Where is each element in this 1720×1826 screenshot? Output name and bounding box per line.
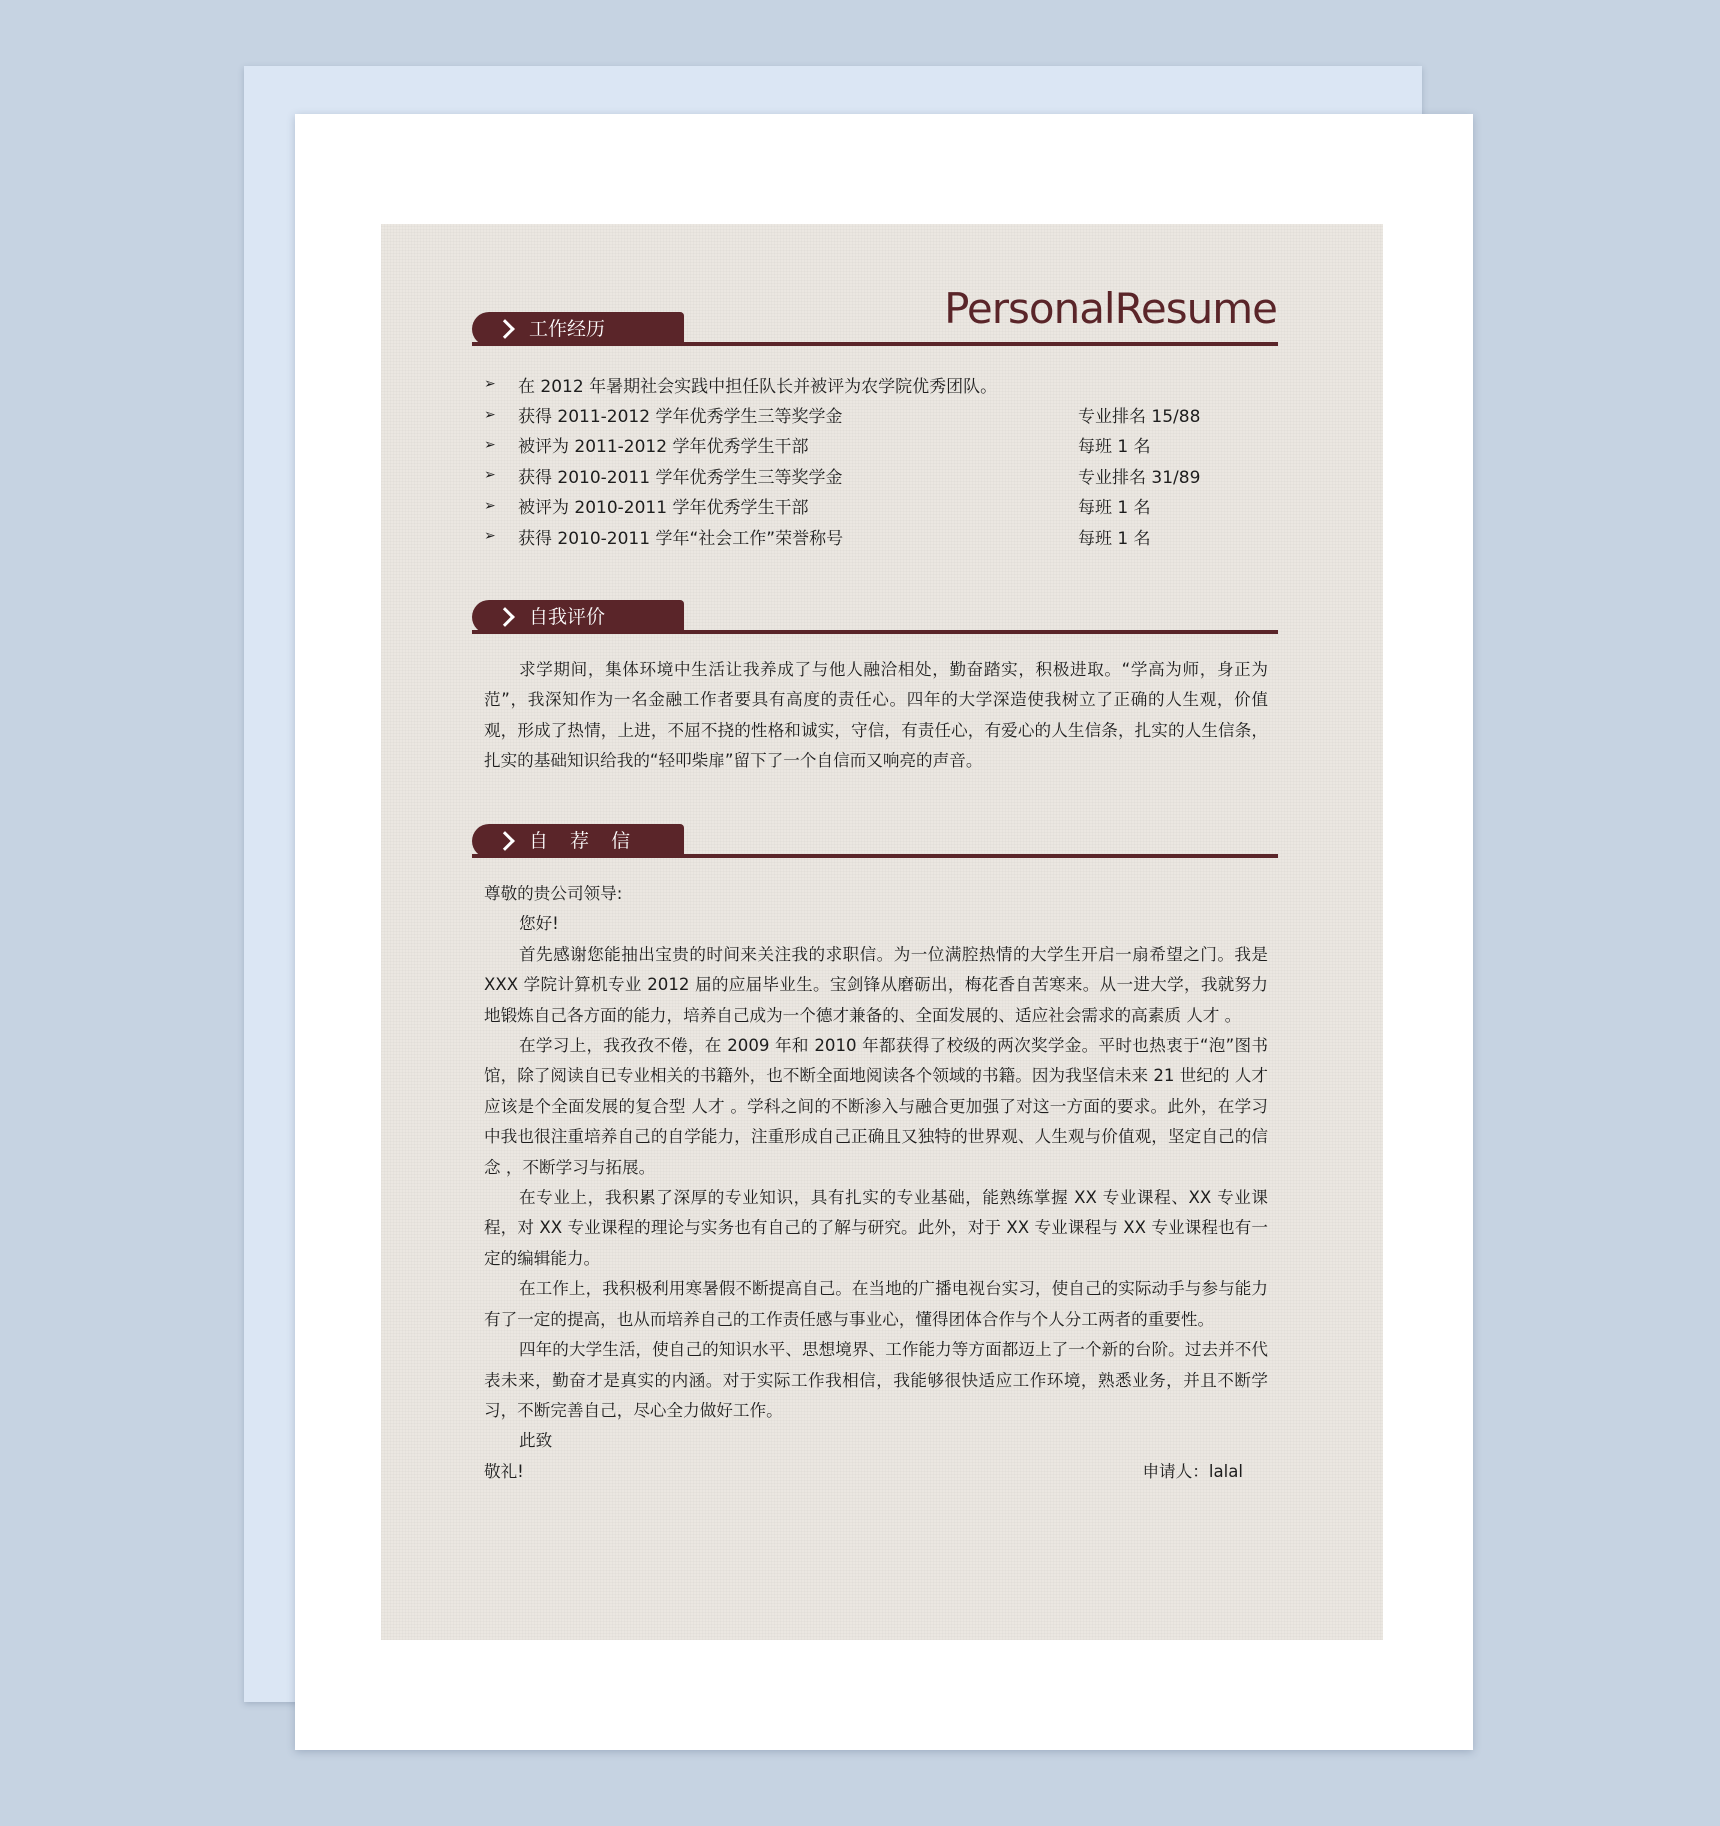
list-item-note: 每班 1 名 bbox=[1078, 437, 1151, 458]
closing-row bbox=[484, 1457, 1268, 1487]
arrow-bullet-icon: ➢ bbox=[484, 376, 496, 393]
brand-title: PersonalResume bbox=[944, 284, 1277, 333]
list-item bbox=[484, 430, 1264, 460]
list-item-note: 专业排名 15/88 bbox=[1078, 407, 1201, 428]
letter-paragraph: 在学习上，我孜孜不倦，在 2009 年和 2010 年都获得了校级的两次奖学金。平时也热衷于“泡”图书馆，除了阅读自已专业相关的书籍外，也不断全面地阅读各个领域的书籍。因为我坚信未来 21 世纪的 人才 应该是个全面发展的复合型 人才 。学科之间的不断渗入与融合更加强了对这一方面的要求。此外，在学习中我也很注重培养自己的自学能力，注重形成自己正确且又独特的世界观、人生观与价值观，坚定自己的信念 ，不断学习与拓展。 bbox=[484, 1036, 1268, 1177]
chevron-right-icon bbox=[495, 831, 515, 851]
self-eval-body bbox=[484, 655, 1268, 777]
section-title: 自我评价 bbox=[529, 605, 606, 628]
work-list bbox=[484, 369, 1264, 551]
list-item bbox=[484, 399, 1264, 429]
list-item-text: 获得 2011-2012 学年优秀学生三等奖学金 bbox=[518, 407, 843, 428]
list-item-text: 在 2012 年暑期社会实践中担任队长并被评为农学院优秀团队。 bbox=[518, 376, 998, 397]
arrow-bullet-icon: ➢ bbox=[484, 406, 496, 423]
chevron-right-icon bbox=[495, 607, 515, 627]
section-title: 自 荐 信 bbox=[529, 829, 639, 852]
list-item-note: 专业排名 31/89 bbox=[1078, 467, 1201, 488]
letter-paragraph: 四年的大学生活，使自己的知识水平、思想境界、工作能力等方面都迈上了一个新的台阶。过去并不代表未来，勤奋才是真实的内涵。对于实际工作我相信，我能够很快适应工作环境，熟悉业务，并且不断学习，不断完善自己，尽心全力做好工作。 bbox=[484, 1340, 1268, 1420]
section-tab bbox=[472, 312, 684, 346]
list-item-text: 获得 2010-2011 学年“社会工作”荣誉称号 bbox=[518, 528, 844, 549]
list-item-note: 每班 1 名 bbox=[1078, 498, 1151, 519]
self-eval-paragraph: 求学期间，集体环境中生活让我养成了与他人融洽相处，勤奋踏实，积极进取。“学高为师，身正为范”，我深知作为一名金融工作者要具有高度的责任心。四年的大学深造使我树立了正确的人生观，价值观，形成了热情，上进，不屈不挠的性格和诚实，守信，有责任心，有爱心的人生信条，扎实的人生信条，扎实的基础知识给我的“轻叩柴扉”留下了一个自信而又响亮的声音。 bbox=[484, 660, 1268, 771]
resume-page bbox=[381, 224, 1383, 1640]
list-item-text: 被评为 2010-2011 学年优秀学生干部 bbox=[518, 498, 809, 519]
section-header-self-eval bbox=[472, 600, 1278, 634]
arrow-bullet-icon: ➢ bbox=[484, 467, 496, 484]
chevron-right-icon bbox=[495, 319, 515, 339]
letter-paragraph: 在工作上，我积极利用寒暑假不断提高自己。在当地的广播电视台实习，使自己的实际动手与参与能力有了一定的提高，也从而培养自己的工作责任感与事业心，懂得团体合作与个人分工两者的重要性。 bbox=[484, 1279, 1268, 1329]
section-header-cover-letter bbox=[472, 824, 1278, 858]
section-header-work bbox=[472, 312, 1278, 346]
cover-letter-body bbox=[484, 879, 1268, 1487]
list-item bbox=[484, 369, 1264, 399]
salutation: 尊敬的贵公司领导: bbox=[484, 884, 623, 903]
letter-paragraph: 首先感谢您能抽出宝贵的时间来关注我的求职信。为一位满腔热情的大学生开启一扇希望之门。我是 XXX 学院计算机专业 2012 届的应届毕业生。宝剑锋从磨砺出，梅花香自苦寒来。从一进大学，我就努力地锻炼自己各方面的能力，培养自己成为一个德才兼备的、全面发展的、适应社会需求的高素质 人才 。 bbox=[484, 944, 1268, 1025]
arrow-bullet-icon: ➢ bbox=[484, 528, 496, 545]
list-item-note: 每班 1 名 bbox=[1078, 528, 1151, 549]
list-item bbox=[484, 491, 1264, 521]
arrow-bullet-icon: ➢ bbox=[484, 497, 496, 514]
list-item-text: 获得 2010-2011 学年优秀学生三等奖学金 bbox=[518, 467, 843, 488]
section-tab bbox=[472, 600, 684, 634]
list-item-text: 被评为 2011-2012 学年优秀学生干部 bbox=[518, 437, 809, 458]
list-item bbox=[484, 460, 1264, 490]
closing: 此致 bbox=[519, 1431, 553, 1451]
list-item bbox=[484, 521, 1264, 551]
section-title: 工作经历 bbox=[529, 317, 606, 340]
signature: 申请人：lalal bbox=[1142, 1461, 1243, 1481]
arrow-bullet-icon: ➢ bbox=[484, 436, 496, 453]
letter-paragraph: 在专业上，我积累了深厚的专业知识，具有扎实的专业基础，能熟练掌握 XX 专业课程、XX 专业课程，对 XX 专业课程的理论与实务也有自己的了解与研究。此外，对于 XX 专业课程与 XX 专业课程也有一定的编辑能力。 bbox=[484, 1188, 1268, 1268]
regards: 敬礼! bbox=[484, 1461, 524, 1481]
greeting: 您好! bbox=[519, 914, 559, 934]
section-tab bbox=[472, 824, 684, 858]
